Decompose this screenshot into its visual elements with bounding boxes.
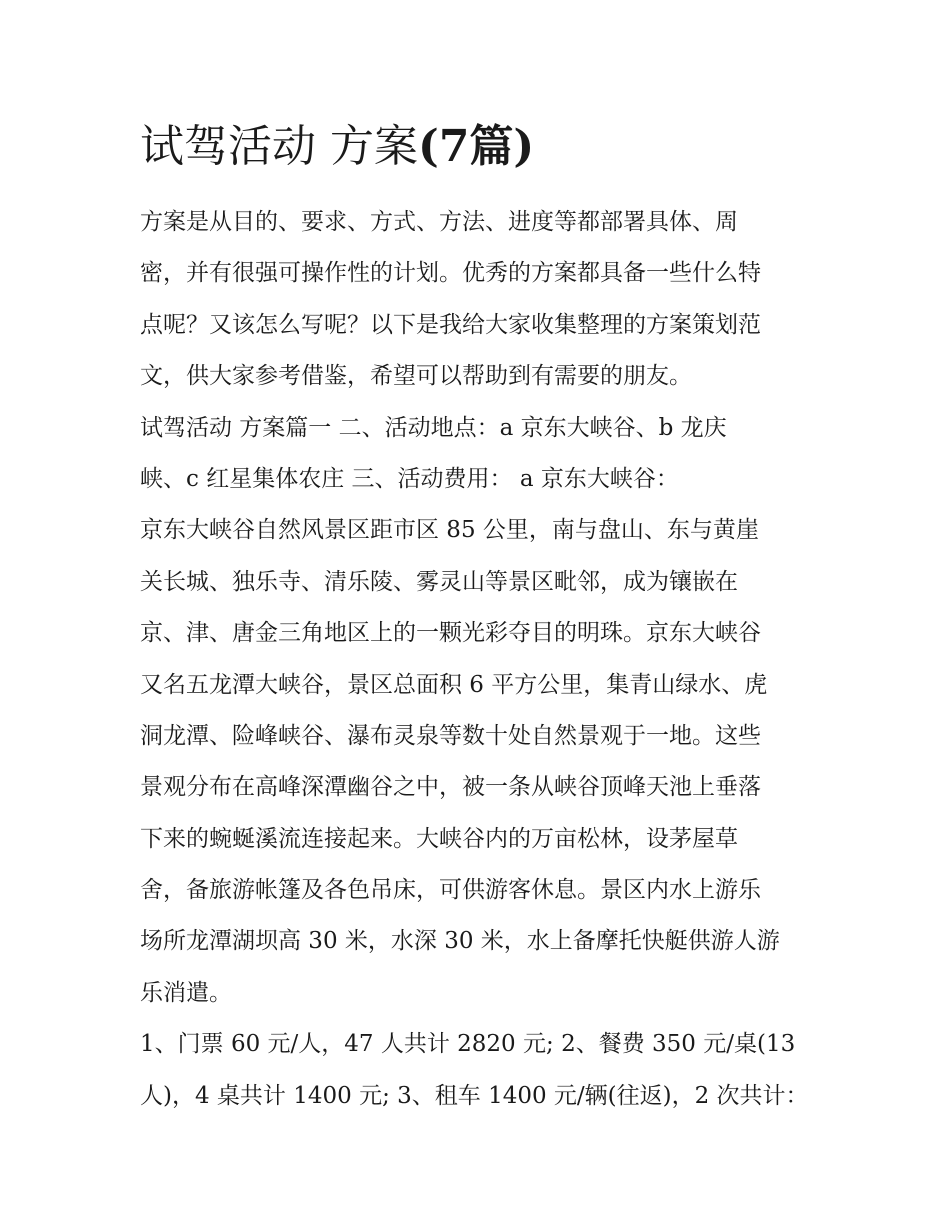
text-line: 点呢？又该怎么写呢？以下是我给大家收集整理的方案策划范	[140, 311, 761, 338]
text-line: 舍，备旅游帐篷及各色吊床，可供游客休息。景区内水上游乐	[140, 877, 761, 904]
text-line: 场所龙潭湖坝高 30 米，水深 30 米，水上备摩托快艇供游人游	[140, 928, 780, 955]
text-line: 关长城、独乐寺、清乐陵、雾灵山等景区毗邻，成为镶嵌在	[140, 568, 738, 595]
text-line: 京东大峡谷自然风景区距市区 85 公里，南与盘山、东与黄崖	[140, 517, 759, 544]
text-line: 密，并有很强可操作性的计划。优秀的方案都具备一些什么特	[140, 260, 761, 287]
text-line: 景观分布在高峰深潭幽谷之中，被一条从峡谷顶峰天池上垂落	[140, 774, 761, 801]
title-suffix: (7篇)	[418, 121, 535, 172]
text-line: 峡、c 红星集体农庄 三、活动费用： a 京东大峡谷：	[140, 465, 679, 492]
text-line: 京、津、唐金三角地区上的一颗光彩夺目的明珠。京东大峡谷	[140, 620, 761, 647]
text-line: 下来的蜿蜒溪流连接起来。大峡谷内的万亩松林，设茅屋草	[140, 825, 738, 852]
text-line: 洞龙潭、险峰峡谷、瀑布灵泉等数十处自然景观于一地。这些	[140, 722, 761, 749]
page-title	[140, 112, 534, 182]
text-line: 1、门票 60 元/人，47 人共计 2820 元; 2、餐费 350 元/桌(13	[140, 1031, 796, 1058]
text-line: 人)，4 桌共计 1400 元; 3、租车 1400 元/辆(往返)，2 次共计：	[140, 1082, 809, 1109]
document-body	[140, 197, 820, 1122]
text-line: 又名五龙潭大峡谷，景区总面积 6 平方公里，集青山绿水、虎	[140, 671, 768, 698]
text-line: 乐消遣。	[140, 979, 232, 1006]
text-line: 试驾活动 方案篇一 二、活动地点：a 京东大峡谷、b 龙庆	[140, 414, 727, 441]
text-line: 方案是从目的、要求、方式、方法、进度等都部署具体、周	[140, 209, 738, 235]
title-main: 试驾活动 方案	[140, 121, 418, 172]
text-line: 文，供大家参考借鉴，希望可以帮助到有需要的朋友。	[140, 363, 692, 390]
